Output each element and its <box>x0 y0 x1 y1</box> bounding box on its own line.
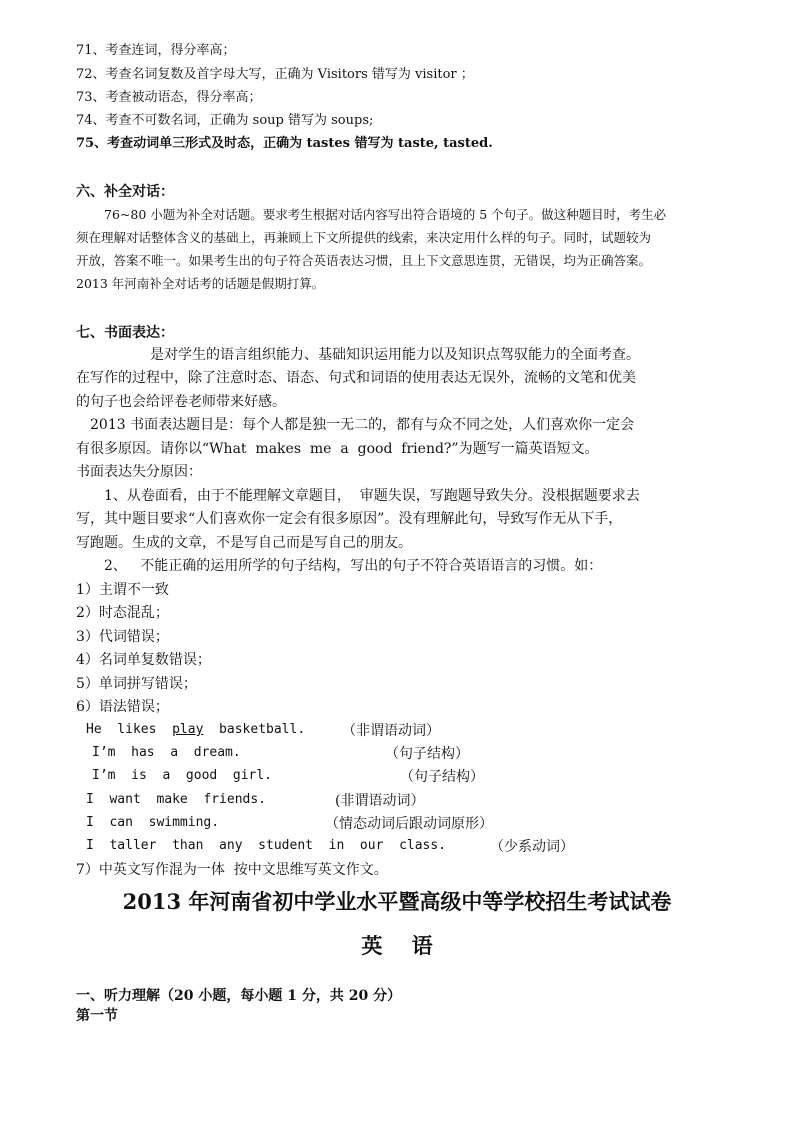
item-75: 75、考查动词单三形式及时态，正确为 tastes 错写为 taste, tasted. <box>76 136 493 151</box>
section-7-line: 写跑题。生成的文章，不是写自己而是写自己的朋友。 <box>76 535 412 551</box>
example-sentence: I’m is a good girl. <box>92 768 273 783</box>
item-71: 71、考查连词，得分率高； <box>76 43 236 58</box>
example-note: （句子结构） <box>385 746 469 762</box>
section-7-line: 的句子也会给评卷老师带来好感。 <box>76 394 286 410</box>
example-sentence: I taller than any student in our class. <box>86 838 447 853</box>
section-7-line: 在写作的过程中，除了注意时态、语态、句式和词语的使用表达无误外，流畅的文笔和优美 <box>76 370 636 386</box>
section-7-line: 1、从卷面看，由于不能理解文章题目， 审题失误，写跑题导致失分。没根据题要求去 <box>104 488 640 504</box>
error-type-4: 4）名词单复数错误； <box>76 652 211 668</box>
part-1-heading: 一、听力理解（20 小题，每小题 1 分，共 20 分） <box>76 988 402 1004</box>
item-73: 73、考查被动语态，得分率高； <box>76 90 262 105</box>
item-74: 74、考查不可数名词，正确为 soup 错写为 soups; <box>76 113 374 128</box>
example-sentence: I’m has a dream. <box>92 745 241 760</box>
example-note: （少系动词） <box>490 839 574 855</box>
example-sentence: I want make friends. <box>86 792 267 807</box>
section-7-line: 2013 书面表达题目是：每个人都是独一无二的，都有与众不同之处，人们喜欢你一定会 <box>90 417 635 433</box>
section-1-heading: 第一节 <box>76 1008 118 1024</box>
section-7-line: 写，其中题目要求“人们喜欢你一定会有很多原因”。没有理解此句，导致写作无从下手， <box>76 511 623 527</box>
example-sentence: I can swimming. <box>86 815 220 830</box>
example-note: （句子结构） <box>400 769 484 785</box>
example-note: (非谓语动词） <box>335 793 425 809</box>
error-type-2: 2）时态混乱； <box>76 605 169 621</box>
section-6-title: 六、补全对话： <box>76 184 174 200</box>
error-type-1: 1）主谓不一致 <box>76 582 169 598</box>
example-note: （情态动词后跟动词原形） <box>325 816 493 832</box>
section-6-para-line: 须在理解对话整体含义的基础上，再兼顾上下文所提供的线索，来决定用什么样的句子。同时，试题较为 <box>76 230 652 245</box>
item-72: 72、考查名词复数及首字母大写，正确为 Visitors 错写为 visitor ； <box>76 67 474 82</box>
section-7-line: 是对学生的语言组织能力、基础知识运用能力以及知识点驾驭能力的全面考查。 <box>150 347 640 363</box>
error-type-6: 6）语法错误； <box>76 699 169 715</box>
exam-subject: 英 语 <box>361 933 433 958</box>
error-type-7: 7）中英文写作混为一体 按中文思维写英文作文。 <box>76 862 388 878</box>
section-6-para-line: 开放，答案不唯一。如果考生出的句子符合英语表达习惯，且上下文意思连贯，无错误，均为正确答案。 <box>76 253 652 268</box>
section-7-line: 有很多原因。请你以“What makes me a good friend?”为题写一篇英语短文。 <box>76 441 599 457</box>
section-6-para-line: 2013 年河南补全对话考的话题是假期打算。 <box>76 276 325 291</box>
example-sentence: He likes play basketball. <box>86 722 306 737</box>
error-type-5: 5）单词拼写错误； <box>76 676 197 692</box>
example-note: （非谓语动词） <box>342 723 440 739</box>
exam-title: 2013 年河南省初中学业水平暨高级中等学校招生考试试卷 <box>122 889 672 914</box>
section-7-title: 七、书面表达： <box>76 325 174 341</box>
section-7-line: 2、 不能正确的运用所学的句子结构，写出的句子不符合英语语言的习惯。如： <box>104 558 603 574</box>
section-7-line: 书面表达失分原因： <box>76 464 202 480</box>
section-6-para-line: 76~80 小题为补全对话题。要求考生根据对话内容写出符合语境的 5 个句子。做这种题目时，考生必 <box>104 207 667 222</box>
error-type-3: 3）代词错误； <box>76 629 169 645</box>
